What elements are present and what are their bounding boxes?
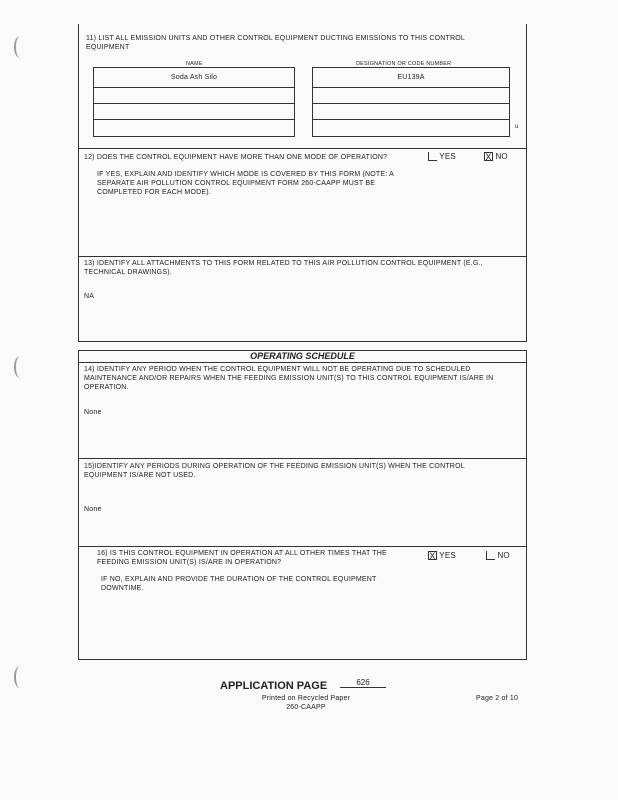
divider — [78, 546, 527, 547]
printed-on-recycled-paper: Printed on Recycled Paper — [261, 695, 351, 702]
binder-hole-top — [14, 36, 26, 58]
divider — [78, 458, 527, 459]
q16-yes-label: YES — [439, 551, 456, 560]
q16-label: 16) IS THIS CONTROL EQUIPMENT IN OPERATION AT ALL OTHER TIMES THAT THE FEEDING EMISSION UNIT(S) IS/ARE IN OPERATION? — [97, 550, 387, 566]
q11-col-name: NAME — [186, 61, 203, 67]
q12-instructions: IF YES, EXPLAIN AND IDENTIFY WHICH MODE IS COVERED BY THIS FORM (NOTE: A SEPARATE AIR POLLUTION CONTROL EQUIPMENT FORM 260-CAAPP MUST BE COMPLETED FOR EACH MODE). — [97, 171, 394, 196]
q11-col-designation: DESIGNATION OR CODE NUMBER — [356, 61, 452, 67]
q16-yes-checkbox[interactable]: X — [429, 551, 436, 562]
divider — [93, 87, 295, 88]
q12-label: 12) DOES THE CONTROL EQUIPMENT HAVE MORE THAN ONE MODE OF OPERATION? — [84, 154, 388, 161]
q12-yes-option[interactable] — [428, 152, 456, 161]
binder-hole-bottom — [14, 666, 26, 688]
q16-no-option[interactable] — [486, 551, 510, 560]
q11-label: 11) LIST ALL EMISSION UNITS AND OTHER CONTROL EQUIPMENT DUCTING EMISSIONS TO THIS CONTROL EQUIPMENT — [86, 35, 465, 51]
q12-no-checkbox[interactable]: X — [485, 152, 492, 163]
divider — [312, 119, 510, 120]
q16-no-label: NO — [497, 551, 510, 560]
q16-instructions: IF NO, EXPLAIN AND PROVIDE THE DURATION OF THE CONTROL EQUIPMENT DOWNTIME. — [101, 576, 377, 592]
operating-schedule-title: OPERATING SCHEDULE — [250, 351, 355, 361]
q12-no-option[interactable] — [484, 152, 508, 161]
q15-label: 15)IDENTIFY ANY PERIODS DURING OPERATION OF THE FEEDING EMISSION UNIT(S) WHEN THE CONTROL EQUIPMENT IS/ARE NOT USED. — [84, 463, 465, 479]
q16-yes-option[interactable] — [428, 551, 456, 560]
margin-mark: u — [515, 124, 519, 130]
divider — [78, 256, 527, 257]
q13-answer: NA — [84, 293, 95, 300]
q14-answer: None — [84, 409, 102, 416]
divider — [78, 148, 527, 149]
divider — [312, 87, 510, 88]
operating-schedule-section — [78, 350, 527, 660]
q16-no-checkbox[interactable] — [486, 551, 495, 560]
divider — [78, 362, 527, 363]
divider — [312, 103, 510, 104]
q12-yes-checkbox[interactable] — [428, 152, 437, 161]
q14-label: 14) IDENTIFY ANY PERIOD WHEN THE CONTROL EQUIPMENT WILL NOT BE OPERATING DUE TO SCHEDULED MAINTENANCE AND/OR REPAIRS WHEN THE FEEDING EMISSION UNIT(S) TO THIS CONTROL EQUIPMENT IS/ARE IN OPERATION. — [84, 366, 494, 391]
q11-row-1-name: Soda Ash Silo — [170, 74, 218, 81]
q13-label: 13) IDENTIFY ALL ATTACHMENTS TO THIS FORM RELATED TO THIS AIR POLLUTION CONTROL EQUIPMENT (E.G., TECHNICAL DRAWINGS). — [84, 260, 483, 276]
q12-no-label: NO — [495, 152, 508, 161]
q11-row-1-code: EU139A — [397, 74, 425, 81]
divider — [93, 103, 295, 104]
q12-yes-label: YES — [439, 152, 456, 161]
form-code: 260-CAAPP — [286, 704, 326, 711]
application-page-label: APPLICATION PAGE — [220, 680, 328, 692]
application-page-number: 626 — [340, 678, 386, 688]
q15-answer: None — [84, 506, 102, 513]
binder-hole-middle — [14, 356, 26, 378]
page-number: Page 2 of 10 — [476, 695, 519, 702]
divider — [93, 119, 295, 120]
